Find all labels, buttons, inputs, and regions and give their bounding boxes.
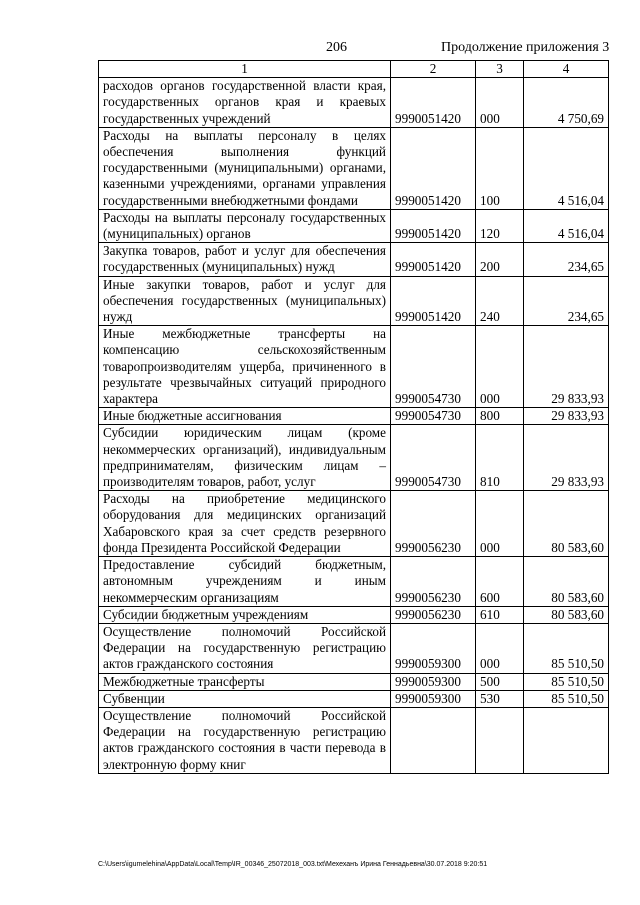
row-type-cell: 500 (476, 673, 524, 690)
row-sum-cell: 80 583,60 (524, 606, 609, 623)
row-name-cell: Иные закупки товаров, работ и услуг для обеспечения государственных (муниципальных) нужд (99, 276, 391, 326)
row-type-cell: 000 (476, 78, 524, 128)
table-row (99, 673, 609, 690)
row-name-cell: Субсидии бюджетным учреждениям (99, 606, 391, 623)
row-name-cell: Осуществление полномочий Российской Федерации на государственную регистрацию актов гражданского состояния в части перевода в электронную форму книг (99, 707, 391, 773)
table-row (99, 209, 609, 242)
row-type-cell: 000 (476, 326, 524, 408)
row-code-cell: 9990051420 (391, 276, 476, 326)
row-name-cell: Иные бюджетные ассигнования (99, 408, 391, 425)
row-sum-cell: 85 510,50 (524, 690, 609, 707)
row-type-cell: 240 (476, 276, 524, 326)
column-header: 1 (99, 61, 391, 78)
row-type-cell: 200 (476, 243, 524, 276)
table-row (99, 606, 609, 623)
table-row (99, 408, 609, 425)
table-row (99, 276, 609, 326)
table-row (99, 78, 609, 128)
row-sum-cell: 29 833,93 (524, 326, 609, 408)
file-path-footer: C:\Users\igumelehina\AppData\Local\Temp\IR_00346_25072018_003.txt\Мехеханъ Ирина Геннадьевна\30.07.2018 9:20:51 (98, 861, 488, 868)
row-sum-cell: 4 750,69 (524, 78, 609, 128)
row-code-cell: 9990054730 (391, 408, 476, 425)
table-row (99, 326, 609, 408)
row-sum-cell: 85 510,50 (524, 623, 609, 673)
row-name-cell: Расходы на выплаты персоналу в целях обеспечения выполнения функций государственными (муниципальными) органами, казенными учреждениями, органами управления государственными внебюджетными фондами (99, 127, 391, 209)
row-code-cell: 9990054730 (391, 326, 476, 408)
table-row (99, 127, 609, 209)
column-header: 2 (391, 61, 476, 78)
budget-table (98, 60, 609, 774)
row-sum-cell: 80 583,60 (524, 491, 609, 557)
row-type-cell: 810 (476, 425, 524, 491)
continuation-caption: Продолжение приложения 3 (441, 40, 610, 55)
table-row (99, 707, 609, 773)
row-sum-cell: 85 510,50 (524, 673, 609, 690)
row-code-cell: 9990054730 (391, 425, 476, 491)
row-sum-cell: 29 833,93 (524, 425, 609, 491)
row-name-cell: Расходы на приобретение медицинского оборудования для медицинских организаций Хабаровского края за счет средств резервного фонда Президента Российской Федерации (99, 491, 391, 557)
row-type-cell: 600 (476, 557, 524, 607)
row-code-cell: 9990051420 (391, 127, 476, 209)
row-code-cell: 9990059300 (391, 673, 476, 690)
row-code-cell: 9990059300 (391, 690, 476, 707)
column-header: 3 (476, 61, 524, 78)
table-row (99, 690, 609, 707)
row-name-cell: Расходы на выплаты персоналу государственных (муниципальных) органов (99, 209, 391, 242)
row-name-cell: расходов органов государственной власти края, государственных органов края и краевых государственных учреждений (99, 78, 391, 128)
row-sum-cell: 4 516,04 (524, 209, 609, 242)
page-number: 206 (326, 40, 347, 55)
row-type-cell: 530 (476, 690, 524, 707)
table-row (99, 623, 609, 673)
row-type-cell: 610 (476, 606, 524, 623)
row-sum-cell: 29 833,93 (524, 408, 609, 425)
row-sum-cell: 234,65 (524, 276, 609, 326)
row-sum-cell: 234,65 (524, 243, 609, 276)
row-code-cell (391, 707, 476, 773)
row-name-cell: Предоставление субсидий бюджетным, автономным учреждениям и иным некоммерческим организациям (99, 557, 391, 607)
table-row (99, 243, 609, 276)
table-row (99, 425, 609, 491)
row-type-cell: 120 (476, 209, 524, 242)
row-sum-cell: 80 583,60 (524, 557, 609, 607)
row-name-cell: Межбюджетные трансферты (99, 673, 391, 690)
row-name-cell: Субвенции (99, 690, 391, 707)
column-header: 4 (524, 61, 609, 78)
row-code-cell: 9990051420 (391, 78, 476, 128)
table-row (99, 557, 609, 607)
row-name-cell: Иные межбюджетные трансферты на компенсацию сельскохозяйственным товаропроизводителям ущерба, причиненного в результате чрезвычайных ситуаций природного характера (99, 326, 391, 408)
row-sum-cell: 4 516,04 (524, 127, 609, 209)
row-type-cell: 800 (476, 408, 524, 425)
row-name-cell: Субсидии юридическим лицам (кроме некоммерческих организаций), индивидуальным предпринимателям, физическим лицам – производителям товаров, работ, услуг (99, 425, 391, 491)
row-type-cell: 100 (476, 127, 524, 209)
row-name-cell: Закупка товаров, работ и услуг для обеспечения государственных (муниципальных) нужд (99, 243, 391, 276)
table-row (99, 491, 609, 557)
row-code-cell: 9990056230 (391, 491, 476, 557)
header-row (99, 61, 609, 78)
row-code-cell: 9990051420 (391, 243, 476, 276)
row-code-cell: 9990056230 (391, 557, 476, 607)
row-type-cell: 000 (476, 491, 524, 557)
row-type-cell (476, 707, 524, 773)
row-code-cell: 9990059300 (391, 623, 476, 673)
row-code-cell: 9990056230 (391, 606, 476, 623)
row-type-cell: 000 (476, 623, 524, 673)
row-name-cell: Осуществление полномочий Российской Федерации на государственную регистрацию актов гражданского состояния (99, 623, 391, 673)
table-body (99, 78, 609, 774)
row-sum-cell (524, 707, 609, 773)
row-code-cell: 9990051420 (391, 209, 476, 242)
